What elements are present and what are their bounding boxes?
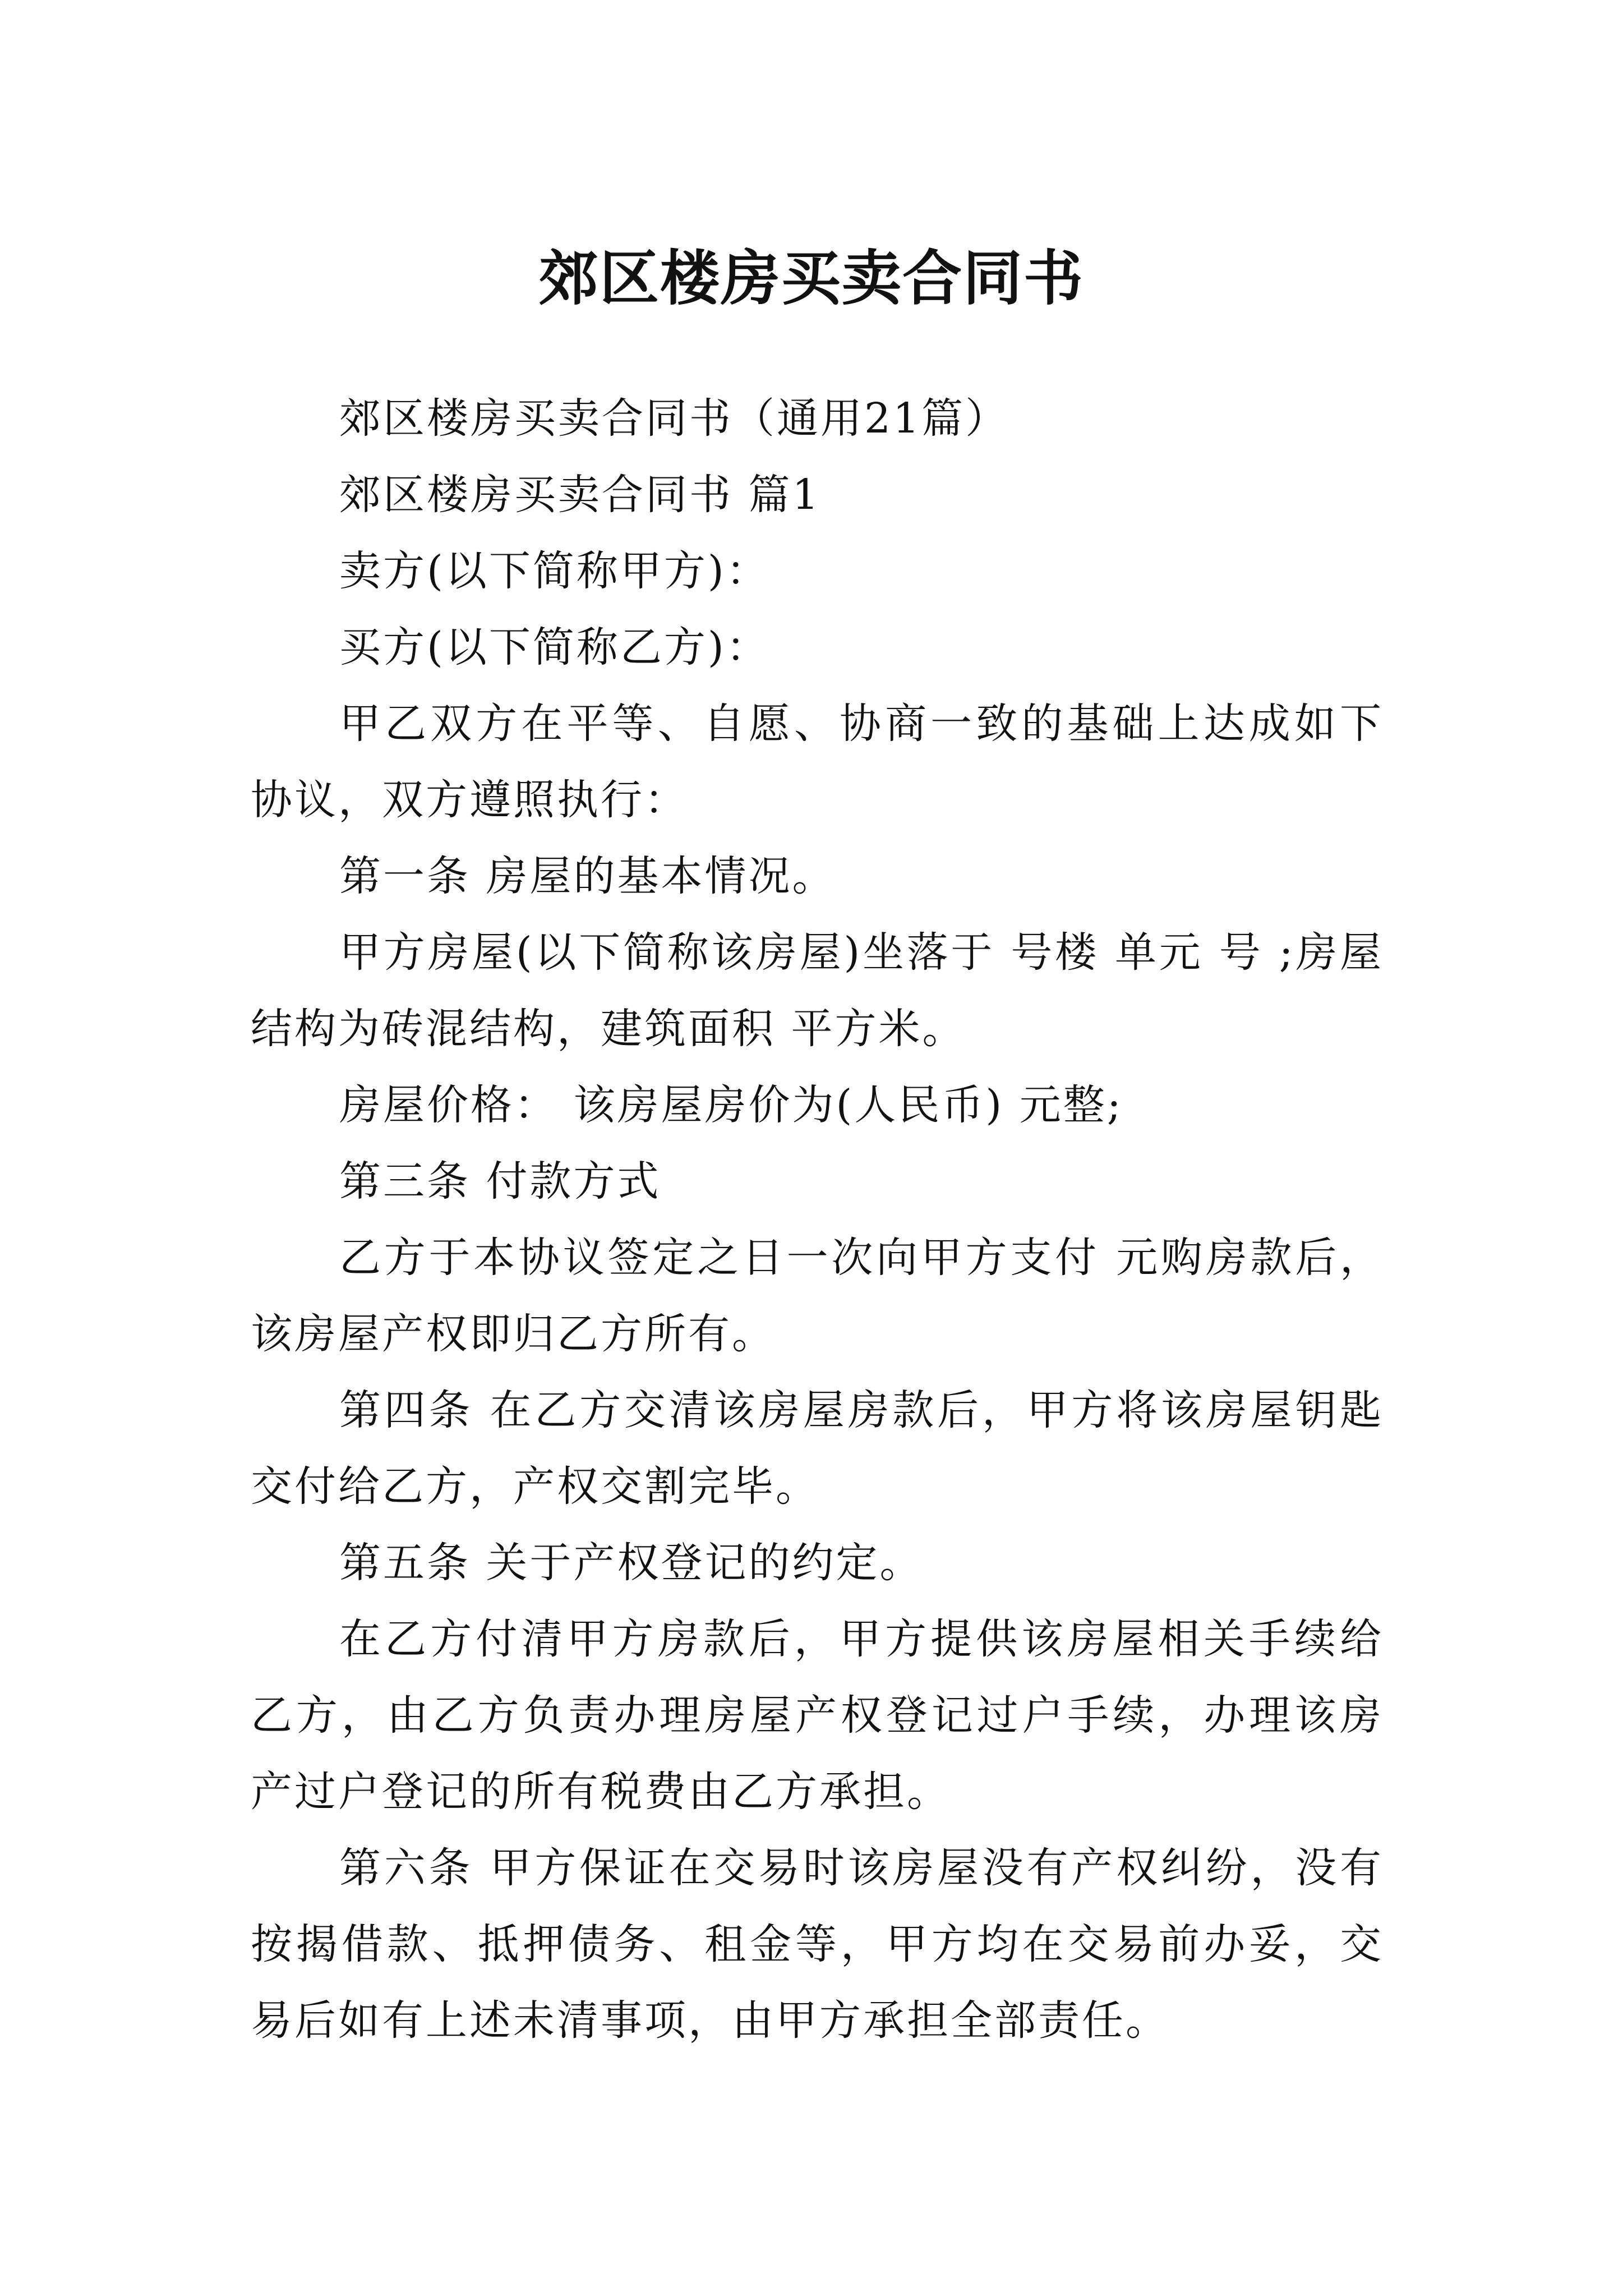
document-paragraph: 第一条 房屋的基本情况。 <box>339 852 836 900</box>
document-paragraph: 买方(以下简称乙方)： <box>339 623 770 671</box>
document-paragraph: 甲乙双方在平等、自愿、协商一致的基础上达成如下协议，双方遵照执行： <box>251 700 1384 824</box>
document-paragraph: 卖方(以下简称甲方)： <box>339 547 770 595</box>
document-title: 郊区楼房买卖合同书 <box>539 243 1084 314</box>
document-paragraph: 第六条 甲方保证在交易时该房屋没有产权纠纷，没有按揭借款、抵押债务、租金等，甲方均在交易前办妥，交易后如有上述未清事项，由甲方承担全部责任。 <box>251 1844 1384 2045</box>
document-paragraph: 郊区楼房买卖合同书（通用21篇） <box>339 394 1009 443</box>
document-paragraph: 第三条 付款方式 <box>339 1157 661 1205</box>
document-paragraph: 房屋价格： 该房屋房价为(人民币) 元整; <box>339 1081 1123 1129</box>
document-paragraph: 第五条 关于产权登记的约定。 <box>339 1539 924 1587</box>
document-paragraph: 乙方于本协议签定之日一次向甲方支付 元购房款后，该房屋产权即归乙方所有。 <box>251 1234 1384 1358</box>
document-body <box>251 380 1384 2059</box>
document-paragraph: 甲方房屋(以下简称该房屋)坐落于 号楼 单元 号 ;房屋结构为砖混结构，建筑面积 平方米。 <box>251 928 1384 1053</box>
document-paragraph: 第四条 在乙方交清该房屋房款后，甲方将该房屋钥匙交付给乙方，产权交割完毕。 <box>251 1386 1384 1511</box>
document-paragraph: 郊区楼房买卖合同书 篇1 <box>339 471 821 519</box>
document-paragraph: 在乙方付清甲方房款后，甲方提供该房屋相关手续给乙方，由乙方负责办理房屋产权登记过户手续，办理该房产过户登记的所有税费由乙方承担。 <box>251 1615 1384 1816</box>
